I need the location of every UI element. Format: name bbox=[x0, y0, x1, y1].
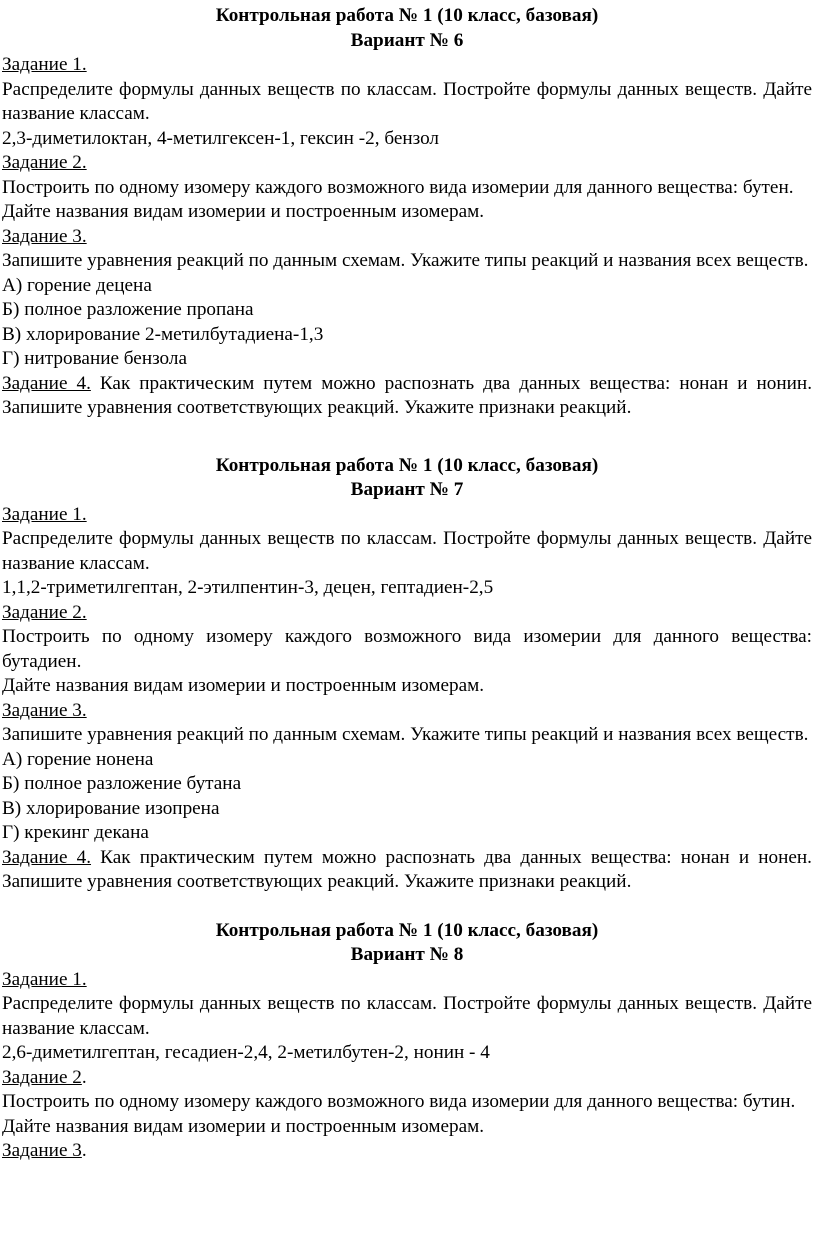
task-4-label: Задание 4. bbox=[2, 846, 92, 868]
task-3-item: А) горение нонена bbox=[2, 748, 154, 770]
task-1-substances: 2,3-диметилоктан, 4-метилгексен-1, гексин -2, бензол bbox=[2, 127, 439, 149]
task-2-label: Задание 2 bbox=[2, 1066, 82, 1088]
variant-7 bbox=[2, 454, 812, 895]
variant-title: Контрольная работа № 1 (10 класс, базовая) bbox=[215, 5, 599, 26]
spacer bbox=[2, 421, 812, 454]
task-1-text: Распределите формулы данных веществ по классам. Постройте формулы данных веществ. Дайте название классам. bbox=[2, 528, 812, 574]
task-2-text-2: Дайте названия видам изомерии и построенным изомерам. bbox=[2, 675, 485, 696]
task-3-label: Задание 3. bbox=[2, 699, 87, 721]
task-2-text: Построить по одному изомеру каждого возможного вида изомерии для данного вещества: бутин. bbox=[2, 1091, 796, 1112]
task-3-text: Запишите уравнения реакций по данным схемам. Укажите типы реакций и названия всех веществ. bbox=[2, 250, 809, 271]
spacer bbox=[2, 895, 812, 919]
task-2-label: Задание 2. bbox=[2, 152, 87, 173]
task-3-label: Задание 3 bbox=[2, 1140, 82, 1161]
task-4-label: Задание 4. bbox=[2, 372, 91, 394]
variant-number: Вариант № 8 bbox=[350, 944, 464, 965]
variant-6 bbox=[2, 4, 812, 421]
task-1-label: Задание 1. bbox=[2, 503, 87, 525]
variant-8 bbox=[2, 919, 812, 1164]
task-1-label: Задание 1. bbox=[2, 54, 87, 75]
task-2-text-2: Дайте названия видам изомерии и построенным изомерам. bbox=[2, 1115, 485, 1137]
task-3-text: Запишите уравнения реакций по данным схемам. Укажите типы реакций и названия всех веществ. bbox=[2, 724, 809, 745]
task-1-substances: 2,6-диметилгептан, гесадиен-2,4, 2-метилбутен-2, нонин - 4 bbox=[2, 1042, 490, 1063]
task-3-label: Задание 3. bbox=[2, 225, 87, 247]
task-2-text: Построить по одному изомеру каждого возможного вида изомерии для данного вещества: бутен. bbox=[2, 176, 794, 198]
task-2-text-2: Дайте названия видам изомерии и построенным изомерам. bbox=[2, 201, 485, 222]
task-4-text: Как практическим путем можно распознать два данных вещества: нонан и нонен. Запишите уравнения соответствующих реакций. Укажите признаки реакций. bbox=[2, 846, 812, 892]
task-1-label: Задание 1. bbox=[2, 968, 87, 990]
task-4-text: Как практическим путем можно распознать два данных вещества: нонан и нонин. Запишите уравнения соответствующих реакций. Укажите признаки реакций. bbox=[2, 372, 812, 418]
task-3-item: Б) полное разложение пропана bbox=[2, 299, 254, 320]
task-1-substances: 1,1,2-триметилгептан, 2-этилпентин-3, децен, гептадиен-2,5 bbox=[2, 577, 494, 598]
task-3-label-suffix: . bbox=[81, 1140, 87, 1161]
variant-number: Вариант № 6 bbox=[350, 29, 464, 51]
variant-title: Контрольная работа № 1 (10 класс, базовая) bbox=[215, 919, 599, 941]
task-2-label-suffix: . bbox=[81, 1066, 87, 1088]
task-1-text: Распределите формулы данных веществ по классам. Постройте формулы данных веществ. Дайте название классам. bbox=[2, 78, 812, 124]
task-1-text: Распределите формулы данных веществ по классам. Постройте формулы данных веществ. Дайте название классам. bbox=[2, 993, 812, 1039]
task-3-item: В) хлорирование изопрена bbox=[2, 797, 220, 819]
task-3-item: Г) нитрование бензола bbox=[2, 348, 187, 369]
task-3-item: В) хлорирование 2-метилбутадиена-1,3 bbox=[2, 323, 324, 345]
variant-title: Контрольная работа № 1 (10 класс, базовая) bbox=[215, 454, 599, 476]
variant-number: Вариант № 7 bbox=[350, 479, 464, 500]
task-3-item: Б) полное разложение бутана bbox=[2, 773, 242, 794]
task-2-text: Построить по одному изомеру каждого возможного вида изомерии для данного вещества: бутадиен. bbox=[2, 626, 812, 672]
task-3-item: А) горение децена bbox=[2, 274, 152, 296]
task-2-label: Задание 2. bbox=[2, 601, 87, 623]
task-3-item: Г) крекинг декана bbox=[2, 822, 149, 843]
